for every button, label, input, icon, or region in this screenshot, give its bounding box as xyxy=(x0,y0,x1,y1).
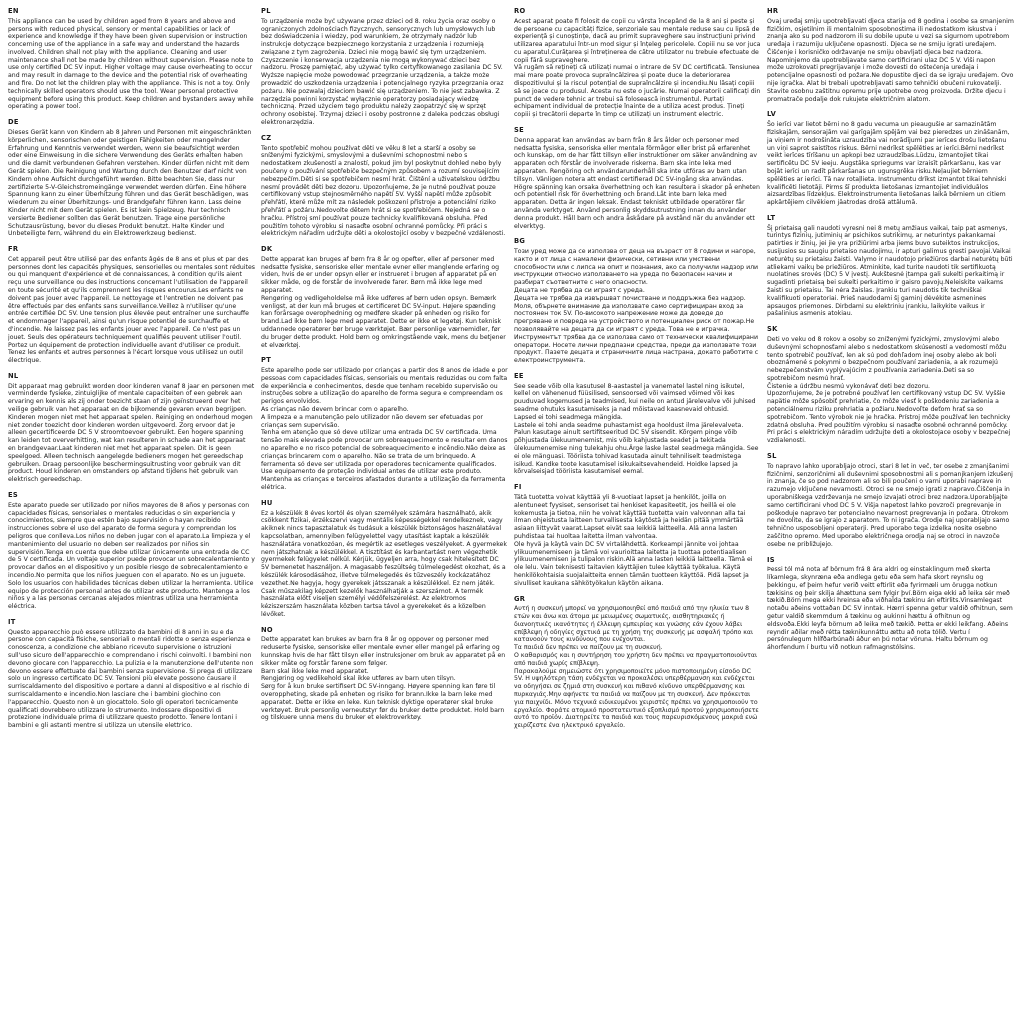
language-code: DE xyxy=(8,118,19,127)
safety-text: Ovaj uređaj smiju upotrebljavati djeca starija od 8 godina i osobe sa smanjenim fizičkim, osjetilnim ili mentalnim sposobnostima ili nedostatkom iskustva i znanja ako su pod nadzorom ili su dobile upute u vezi sa sigurnom upotrebom uređaja i razumiju uključene opasnosti. Djeca se ne smiju igrati uređajem. Čišćenje i korisničko održavanje ne smiju obavljati djeca bez nadzora. Napominjemo da upotrebljavate samo certificirani ulaz DC 5 V. Viši napon može uzrokovati pregrijavanje i može dovesti do oštećenja uređaja i potencijalne opasnosti od požara.Ne dopustite djeci da se igraju uređajem. Ovo nije igračka. Alat bi trebali upotrebljavati samo tehnički obučeni rukovatelji. Stavite osobnu zaštitnu opremu prije upotrebe ovog proizvoda. Držite djecu i promatrače podalje dok rukujete električnim alatom. xyxy=(767,17,1014,103)
column-2 xyxy=(261,8,508,1016)
safety-text: Dit apparaat mag gebruikt worden door kinderen vanaf 8 jaar en personen met verminderde fysieke, zintuiglijke of mentale capaciteiten of een gebrek aan ervaring en kennis als zij onder toezicht staan of zijn geïnstrueerd over het veilige gebruik van het apparaat en de bijkomende gevaren ervan begrijpen. Kinderen mogen niet met het apparaat spelen. Reiniging en onderhoud mogen niet zonder toezicht door kinderen worden uitgevoerd. Zorg ervoor dat je alleen gecertificeerde DC 5 V stroomtoevoer gebruikt. Een hogere spanning kan leiden tot oververhitting, wat kan resulteren in schade aan het apparaat en brandgevaar.Laat kinderen niet met het apparaat spelen. Dit is geen speelgoed. Alleen technisch aangelegde bedieners mogen het gereedschap gebruiken. Draag persoonlijke beschermingsuitrusting voor gebruik van dit product. Houd kinderen en omstanders op afstand tijdens het gebruik van elektrisch gereedschap. xyxy=(8,382,255,484)
section-ee xyxy=(514,373,761,476)
language-code: SL xyxy=(767,452,777,461)
safety-text: Este aparelho pode ser utilizado por crianças a partir dos 8 anos de idade e por pessoas com capacidades físicas, sensoriais ou mentais reduzidas ou com falta de experiência e conhecimentos, desde que tenham recebido supervisão ou instruções sobre a utilização do aparelho de forma segura e compreendam os perigos envolvidos. As crianças não devem brincar com o aparelho. A limpeza e a manutenção pelo utilizador não devem ser efetuadas por crianças sem supervisão. Tenha em atenção que só deve utilizar uma entrada DC 5V certificada. Uma tensão mais elevada pode provocar um sobreaquecimento e resultar em danos no aparelho e no risco potencial de sobreaquecimento e incêndio.Não deixe as crianças brincarem com o aparelho. Não se trata de um brinquedo. A ferramenta só deve ser utilizada por operadores tecnicamente qualificados. Use equipamento de proteção individual antes de utilizar este produto. Mantenha as crianças e terceiros afastados durante a utilização da ferramenta elétrica. xyxy=(261,367,508,492)
safety-text: Tätä tuotetta voivat käyttää yli 8-vuotiaat lapset ja henkilöt, joilla on alentuneet fyysiset, sensoriset tai henkiset kapasiteetit, jos heillä ei ole kokemusta ja tietoa, niin he voivat käyttää tuotetta vain valvonnan alla tai ilman ohjeistusta laitteen turvallisesta käytöstä ja heidän pitää ymmärtää asiaan liittyvät vaarat.Lapset eivät saa leikkiä laitteella. Alä anna lasten puhdistaa tai huoltaa laitetta ilman valvontaa. Ole hyvä ja käytä vain DC 5V virtalähdettä. Korkeampi jännite voi johtaa ylikuumenemiseen ja tämä voi vaurioittaa laitetta ja tuottaa potentiaalisen ylikuumenemisen ja tulipalon riskin.Alä anna lasten leikkiä laitteella. Tämä ei ole lelu. Vain teknisesti taitavien käyttäjien tulee käyttää työkalua. Käytä henkilökohtaisia suojalaitteita ennen tämän tuotteen käyttöä. Pidä lapset ja sivulliset kaukana sähkötyökalun käytön aikana. xyxy=(514,493,753,587)
safety-text: Denna apparat kan användas av barn från 8 års ålder och personer med nedsatta fysiska, sensoriska eller mentala förmågor eller brist på erfarenhet och kunskap, om de har fått tillsyn eller instruktioner om säker användning av apparaten och förstår de involverade riskerna. Barn ska inte leka med apparaten. Rengöring och användarunderhåll ska inte utföras av barn utan tillsyn. Vänligen notera att endast certifierad DC 5V-ingång ska användas. Högre spänning kan orsaka överhettning och kan resultera i skador på enheten och potentiell risk för överhettning och brand.Låt inte barn leka med apparaten. Detta är ingen leksak. Endast tekniskt utbildade operatörer får använda verktyget. Använd personlig skyddsutrustning innan du använder denna produkt. Håll barn och andra åskådare på avstånd när du använder ett elverktyg. xyxy=(514,136,760,230)
section-pt xyxy=(261,357,508,491)
safety-text: Acest aparat poate fi folosit de copii cu vârsta începând de la 8 ani și peste și de persoane cu capacități fizice, senzoriale sau mentale reduse sau cu lipsă de experiență și cunoștințe, dacă au primit supraveghere sau instrucțiuni privind utilizarea aparatului într-un mod sigur și înțeleg pericolele. Copiii nu se vor juca cu aparatul.Curățarea și întreținerea de către utilizator nu trebuie efectuate de copii fără supraveghere. Vă rugăm să rețineți că utilizați numai o intrare de 5V DC certificată. Tensiunea mai mare poate provoca supraîncălzirea și poate duce la deteriorarea dispozitivului și la riscul potențial de supraîncălzire și incendiu.Nu lăsați copiii să se joace cu produsul. Acesta nu este o jucărie. Numai operatorii calificați din punct de vedere tehnic ar trebui să folosească instrumentul. Purtați echipament individual de protecție înainte de a utiliza acest produs. Țineți copiii și trecătorii departe în timp ce utilizați un instrument electric. xyxy=(514,17,761,119)
language-code: GR xyxy=(514,594,526,603)
safety-text: Cet appareil peut être utilisé par des enfants âgés de 8 ans et plus et par des personnes dont les capacités physiques, sensorielles ou mentales sont réduites ou qui manquent d'expérience et de connaissances, à condition qu'ils aient reçu une surveillance ou des instructions concernant l'utilisation de l'appareil en toute sécurité et qu'ils comprennent les risques encourus.Les enfants ne doivent pas jouer avec l'appareil. Le nettoyage et l'entretien ne doivent pas être effectués par des enfants sans surveillance.Veillez à n'utiliser qu'une entrée certifiée DC 5V. Une tension plus élevée peut entraîner une surchauffe et endommager l'appareil, ainsi qu'un risque potentiel de surchauffe et d'incendie. Ne laissez pas les enfants jouer avec l'appareil. Ce n'est pas un jouet. Seuls des opérateurs techniquement qualifiés peuvent utiliser l'outil. Portez un équipement de protection individuelle avant d'utiliser ce produit. Tenez les enfants et autres personnes à l'écart lorsque vous utilisez un outil électrique. xyxy=(8,255,255,365)
section-fi xyxy=(514,484,761,587)
section-lt xyxy=(767,215,1014,318)
safety-text: This appliance can be used by children aged from 8 years and above and persons with reduced physical, sensory or mental capabilities or lack of experience and knowledge if they have been given supervision or instruction concerning use of the appliance in a safe way and understand the hazards involved. Children shall not play with the appliance. Cleaning and user maintenance shall not be made by children without supervision. Please note to use only certified DC 5V input. Higher voltage may cause overheating to occur and may result in damage to the device and the potential risk of overheating and fire. Do not let the children play with the appliance. This is not a toy. Only technically skilled operators should use the tool. Wear personal protective equipment before using this product. Keep children and bystanders away while operating a power tool. xyxy=(8,17,254,111)
language-code: LV xyxy=(767,110,777,119)
section-sl xyxy=(767,453,1014,548)
safety-text: Questo apparecchio può essere utilizzato da bambini di 8 anni in su e da persone con capacità fisiche, sensoriali o mentali ridotte o senza esperienza e conoscenza, a condizione che abbiano ricevuto supervisione o istruzioni sull'uso sicuro dell'apparecchio e comprendano i rischi coinvolti. I bambini non devono giocare con l'apparecchio. La pulizia e la manutenzione dell'utente non devono essere effettuate dai bambini senza supervisione. Si prega di utilizzare solo un ingresso certificato DC 5V. Tensioni più elevate possono causare il surriscaldamento del dispositivo e portare a danni al dispositivo e al rischio di surriscaldamento e incendio.Non lasciare che i bambini giochino con l'apparecchio. Questo non è un giocattolo. Solo gli operatori tecnicamente qualificati dovrebbero utilizzare lo strumento. Indossare dispositivi di protezione individuale prima di utilizzare questo prodotto. Tenere lontani i bambini e gli astanti mentre si utilizza un utensile elettrico. xyxy=(8,628,254,730)
section-ro xyxy=(514,8,761,119)
section-lv xyxy=(767,111,1014,206)
safety-text: Αυτή η συσκευή μπορεί να χρησιμοποιηθεί από παιδιά από την ηλικία των 8 ετών και άνω και άτομα με μειωμένες σωματικές, αισθητηριακές ή διανοητικές ικανότητες ή έλλειψη εμπειρίας και γνώσης εάν έχουν λάβει επίβλεψη ή οδηγίες σχετικά με τη χρήση της συσκευής με ασφαλή τρόπο και κατανοούν τους κινδύνους που ενέχονται. Τα παιδιά δεν πρέπει να παίζουν με τη συσκευή. Ο καθαρισμός και η συντήρηση του χρήστη δεν πρέπει να πραγματοποιούνται από παιδιά χωρίς επίβλεψη. Παρακαλούμε σημειώστε ότι χρησιμοποιείτε μόνο πιστοποιημένη είσοδο DC 5V. Η υψηλότερη τάση ενδέχεται να προκαλέσει υπερθέρμανση και ενδέχεται να οδηγήσει σε ζημιά στη συσκευή και πιθανό κίνδυνο υπερθέρμανσης και πυρκαγιάς.Μην αφήνετε τα παιδιά να παίζουν με τη συσκευή. Δεν πρόκειται για παιχνίδι. Μόνο τεχνικά ειδικευμένοι χειριστές πρέπει να χρησιμοποιούν το εργαλείο. Φοράτε ατομικό προστατευτικό εξοπλισμό προτού χρησιμοποιήσετε αυτό το προϊόν. Διατηρείτε τα παιδιά και τους παρευρισκόμενους μακριά ενώ χειρίζεστε ένα ηλεκτρικό εργαλείο. xyxy=(514,605,759,730)
section-dk xyxy=(261,246,508,349)
section-sk xyxy=(767,326,1014,445)
section-pl xyxy=(261,8,508,127)
language-code: PT xyxy=(261,356,272,365)
language-code: DK xyxy=(261,245,273,254)
safety-text: Tento spotřebič mohou používat děti ve věku 8 let a starší a osoby se sníženými fyzickými, smyslovými a duševními schopnostmi nebo s nedostatkem zkušeností a znalostí, pokud jim byl poskytnut dohled nebo byly poučeny o používání spotřebiče bezpečným způsobem a rozumí souvisejícím nebezpečím.Děti si se spotřebičem nesmí hrát. Čištění a uživatelskou údržbu nesmí provádět děti bez dozoru. Upozorňujeme, že je nutné používat pouze certifikovaný vstup stejnosměrného napětí 5V. Vyšší napětí může způsobit přehřátí, které může mít za následek poškození přístroje a potenciální riziko přehřátí a požáru.Nedovolte dětem hrát si se spotřebičem. Nejedná se o hračku. Přístroj smí používat pouze technicky kvalifikovaná obsluha. Před použitím tohoto výrobku si nasaďte osobní ochranné pomůcky. Při práci s elektrickým nářadím udržujte děti a okolostojící osoby v bezpečné vzdálenosti. xyxy=(261,144,506,238)
column-1 xyxy=(8,8,255,1016)
section-cz xyxy=(261,135,508,238)
section-se xyxy=(514,127,761,230)
section-it xyxy=(8,619,255,730)
safety-text: To napravo lahko uporabljajo otroci, stari 8 let in več, ter osebe z zmanjšanimi fizičnimi, senzoričnimi ali duševnimi sposobnostmi ali s pomanjkanjem izkušenj in znanja, če so pod nadzorom ali so bili poučeni o varni uporabi naprave in razumejo vključene nevarnosti. Otroci se ne smejo igrati z napravo.Čiščenja in uporabniškega vzdrževanja ne smejo izvajati otroci brez nadzora.Uporabljajte samo certificirani vhod DC 5 V. Višja napetost lahko povzroči pregrevanje in poškoduje napravo ter potencialno nevarnost pregrevanja in požara. Otrokom ne dovolite, da se igrajo z aparatom. To ni igrača. Orodje naj uporabljajo samo tehnično usposobljeni operaterji. Pred uporabo tega izdelka nosite osebno zaščitno opremo. Med uporabo električnega orodja naj se otroci in navzoče osebe ne približujejo. xyxy=(767,462,1013,548)
section-hr xyxy=(767,8,1014,103)
section-en xyxy=(8,8,255,111)
section-nl xyxy=(8,373,255,484)
language-code: ES xyxy=(8,491,18,500)
language-code: SK xyxy=(767,325,778,334)
language-code: NO xyxy=(261,625,273,634)
language-code: PL xyxy=(261,8,271,15)
section-no xyxy=(261,627,508,722)
safety-text: Dieses Gerät kann von Kindern ab 8 Jahren und Personen mit eingeschränkten körperlichen, sensorischen oder geistigen Fähigkeiten oder mangelnder Erfahrung und Kenntnis verwendet werden, wenn sie beaufsichtigt werden oder eine Einweisung in die sichere Verwendung des Geräts erhalten haben und die damit verbundenen Gefahren verstehen. Kinder dürfen nicht mit dem Gerät spielen. Die Reinigung und Wartung durch den Benutzer darf nicht von Kindern ohne Aufsicht durchgeführt werden. Bitte beachten Sie, dass nur zertifizierte 5-V-Gleichstromeingänge verwendet werden dürfen. Eine höhere Spannung kann zu einer Überhitzung führen und das Gerät beschädigen, was wiederum zu einer Überhitzungs- und Brandgefahr führen kann. Lass deine Kinder nicht mit dem Gerät spielen. Es ist kein Spielzeug. Nur technisch versierte Bediener sollten das Gerät benutzen. Trage eine persönliche Schutzausrüstung, bevor du dieses Produkt benutzt. Halte Kinder und Unbeteiligte fern, während du ein Elektrowerkzeug bedienst. xyxy=(8,128,252,238)
language-code: SE xyxy=(514,126,524,135)
language-code: RO xyxy=(514,8,526,15)
language-code: IT xyxy=(8,617,16,626)
language-code: LT xyxy=(767,213,776,222)
section-hu xyxy=(261,500,508,619)
safety-text: Dette apparatet kan brukes av barn fra 8 år og oppover og personer med reduserte fysiske, sensoriske eller mentale evner eller mangel på erfaring og kunnskap hvis de har fått tilsyn eller instruksjoner om bruk av apparatet på en sikker måte og forstår farene som følger. Barn skal ikke leke med apparatet. Rengjøring og vedlikehold skal ikke utføres av barn uten tilsyn. Sørg for å kun bruke sertifisert DC 5V-inngang. Høyere spenning kan føre til overoppheting, skade på enheten og risiko for brann.Ikke la barn leke med apparatet. Dette er ikke en leke. Kun teknisk dyktige operatører skal bruke verktøyet. Bruk personlig verneutstyr før du bruker dette produktet. Hold barn og tilskuere unna mens du bruker et elektroverktøy. xyxy=(261,636,506,722)
column-4 xyxy=(767,8,1014,1016)
safety-text: Šį prietaisą gali naudoti vyresni nei 8 metų amžiaus vaikai, taip pat asmenys, turintys fizinių, jutiminių ar psichikos sutrikimų, ar neturintys pakankamai patirties ir žinių, jei jie yra prižiūrimi arba jiems buvo suteiktos instrukcijos, susijusios su saugiu prietaiso naudojimu, ir apturi galimus gresti pavojai.Vaikai neturėtų su prietaisu žaisti. Valymo ir naudotojo priežiūros darbai neturėtų būti atliekami vaikų be priežiūros. Atminkite, kad turite naudoti tik sertifikuotą nuolatines srovės (DC) 5 V įvestį. Aukštesnė įtampa gali sukelti perkaitimą ir sugadinti prietaisą bei sukelti perkaitimo ir gaisro pavojų.Neleiskite vaikams žaisti su prietaisu. Tai nėra žaislas. Įrankiu turi naudotis tik techniškai kvalifikuoti operatoriai. Prieš naudodami šį gaminį dėvėkite asmenines apsaugos priemones. Dirbdami su elektriniu įrankiu, laikykite vaikus ir pašalinius asmenis atokiau. xyxy=(767,224,1013,318)
language-code: HU xyxy=(261,498,273,507)
safety-text: Šo ierīci var lietot bērni no 8 gadu vecuma un pieaugušie ar samazinātām fiziskajām, sensorajām vai garīgajām spējām vai bez pieredzes un zināšanām, ja viņiem ir nodrošināta uzraudzība vai norādījumi par ierīces drošu lietošanu un viņi saprot saistītos riskus. Bērni nedrīkst spēlēties ar ierīci.Bērni nedrīkst veikt ierīces tīrīšanu un apkopi bez uzraudzības.Lūdzu, izmantojiet tikai sertificētu DC 5V ieeju. Augstāka spriegums var izraisīt pārkaršanu, kas var bojāt ierīci un radīt pārkaršanas un ugunsgrēka risku.Neļaujiet bērniem spēlēties ar ierīci. Tā nav rotaļlieta. Instrumentu drīkst izmantot tikai tehniski kvalificēti lietotāji. Pirms šī produkta lietošanas izmantojiet individuālos aizsardzības līdzekļus. Elektroinstrumenta lietošanas laikā bērniem un citiem apkārtējiem cilvēkiem jāatrodas drošā attālumā. xyxy=(767,121,1010,207)
safety-text: Този уред може да се използва от деца на възраст от 8 години и нагоре, както и от лица с намалени физически, сетивни или умствени способности или с липса на опит и познания, ако са получили надзор или инструкции относно използването на уреда по безопасен начин и разбират съответните с него опасности. Децата не трябва да си играят с уреда. Децата не трябва да извършват почистване и поддръжка без надзор. Моля, обърнете внимание да използвате само сертифициран вход за постоянен ток 5V. По-високото напрежение може да доведе до прегряване и повреда на устройството и потенциален риск от пожар.Не позволявайте на децата да си играят с уреда. Това не е играчка. Инструментът трябва да се използва само от технически квалифицирани оператори. Носете лични предпазни средства, преди да използвате този продукт. Пазете децата и страничните лица настрана, докато работите с електроинструмента. xyxy=(514,248,759,365)
safety-text: See seade võib olla kasutusel 8-aastastel ja vanematel lastel ning isikutel, kellel on vähenenud füüsilised, sensoorsed või vaimsed võimed või kes puuduvad kogemused ja teadmised, kui neile on antud järelevalve või juhised seadme ohutuks kasutamiseks ja nad mõistavad kaasnevaid ohtusid. Lapsed ei tohi seadmega mängida. Lastele ei tohi anda seadme puhastamist ega hooldust ilma järelevalveta. Palun kasutage ainult sertifitseeritud DC 5V sisendit. Kõrgem pinge võib põhjustada ülekuumenemist, mis võib kahjustada seadet ja tekitada ülekuumenemise ning tulekahju ohu.Ärge laske lastel seadmega mängida. See ei ole mänguasi. Tööriista tohivad kasutada ainult tehniliselt teadmistega isikud. Kandke toote kasutamisel isikukaitsevahendeid. Hoidke lapsed ja kõrvalseisjad tööriista kasutamisel eemal. xyxy=(514,382,759,476)
safety-text: Dette apparat kan bruges af børn fra 8 år og opefter, eller af personer med nedsatte fysiske, sensoriske eller mentale evner eller manglende erfaring og viden, hvis de er under opsyn eller er instrueret i brugen af apparatet på en sikker måde, og de forstår de involverede farer. Børn må ikke lege med apparatet. Rengøring og vedligeholdelse må ikke udføres af børn uden opsyn. Bemærk venligst, at der kun må bruges et certificeret DC 5V-input. Højere spænding kan forårsage overophedning og medføre skader på enheden og risiko for brand.Lad ikke børn lege med apparatet. Dette er ikke et legetøj. Kun teknisk uddannede operatører bør bruge værktøjet. Bær personlige værnemidler, før du bruger dette produkt. Hold børn og omkringstående væk, mens du betjener et elværktøj. xyxy=(261,255,506,349)
safety-text: Este aparato puede ser utilizado por niños mayores de 8 años y personas con capacidades físicas, sensoriales o mentales reducidas o sin experiencia y conocimientos, siempre que estén bajo supervisión o hayan recibido instrucciones sobre el uso del aparato de forma segura y comprendan los peligros que conlleva.Los niños no deben jugar con el aparato.La limpieza y el mantenimiento del usuario no deben ser realizados por niños sin supervisión.Tenga en cuenta que debe utilizar únicamente una entrada de CC de 5 V certificada. Un voltaje superior puede provocar un sobrecalentamiento y provocar daños en el dispositivo y un posible riesgo de sobrecalentamiento e incendio.No permita que los niños jueguen con el aparato. No es un juguete. Solo los usuarios con habilidades técnicas deben utilizar la herramienta. Utilice equipo de protección personal antes de utilizar este producto. Mantenga a los niños y a las personas cercanas alejados mientras utiliza una herramienta eléctrica. xyxy=(8,501,255,611)
section-es xyxy=(8,492,255,611)
section-bg xyxy=(514,238,761,365)
language-code: EN xyxy=(8,8,19,15)
safety-text: To urządzenie może być używane przez dzieci od 8. roku życia oraz osoby o ograniczonych zdolnościach fizycznych, sensorycznych lub umysłowych lub bez doświadczenia i wiedzy, pod warunkiem, że otrzymały nadzór lub instrukcje dotyczące bezpiecznego korzystania z urządzenia i rozumieją związane z tym zagrożenia. Dzieci nie mogą bawić się tym urządzeniem. Czyszczenie i konserwacja urządzenia nie mogą wykonywać dzieci bez nadzoru. Proszę pamiętać, aby używać tylko certyfikowanego zasilania DC 5V. Wyższe napięcie może powodować przegrzanie urządzenia, a także może prowadzić do uszkodzenia urządzenia i potencjalnego ryzyka przegrzania oraz pożaru. Nie pozwalaj dzieciom bawić się urządzeniem. To nie jest zabawka. Z narzędzia powinni korzystać wyłącznie operatorzy posiadający wiedzę techniczną. Przed użyciem tego produktu należy zaopatrzyć się w sprzęt ochrony osobistej. Trzymaj dzieci i osoby postronne z daleka podczas obsługi elektronarzędzia. xyxy=(261,17,504,127)
multilingual-safety-sheet xyxy=(8,8,1016,1016)
safety-text: Þessi tól má nota af börnum frá 8 ára aldri og einstaklingum með skerta líkamlega, skynræna eða andlega getu eða sem hafa skort reynslu og þekkingu, ef þeim hefur verið veitt eftirlit eða fyrirmæli um örugga notkun tækisins og þeir skilja áhættuna sem fylgir því.Börn eiga ekki að leika sér með tækið.Börn mega ekki hreinsa eða viðhalda tækinu án eftirlits.Vinsamlegast notaðu aðeins vottaðan DC 5V inntak. Hærri spenna getur valdið ofhitnun, sem getur valdið skemmdum á tækinu og aukinni hættu á ofhitnun og eldsvoða.Ekki leyfa börnum að leika með tækið. Þetta er ekki leikfang. Aðeins reyndir aðilar með rétta tæknikunnáttu ættu að nota tólið. Vertu í persónulegum hlífðarbúnaði áður en þú notar vöruna. Haltu börnum og áhorfendum í burtu við notkun rafmagnstólsins. xyxy=(767,566,1013,652)
language-code: NL xyxy=(8,371,19,380)
language-code: CZ xyxy=(261,133,272,142)
section-fr xyxy=(8,246,255,365)
section-gr xyxy=(514,596,761,730)
language-code: HR xyxy=(767,8,779,15)
section-is xyxy=(767,557,1014,652)
column-3 xyxy=(514,8,761,1016)
safety-text: Deti vo veku od 8 rokov a osoby so zníženými fyzickými, zmyslovými alebo duševnými schopnosťami alebo s nedostatkom skúseností a vedomostí môžu tento spotrebič používať, len ak sú pod dohľadom inej osoby alebo ak boli oboznámené s pokynmi o bezpečnom používaní zariadenia, a ak rozumejú nebezpečenstvám vyplývajúcim z používania zariadenia.Deti sa so spotrebičom nesmú hrať. Čistenie a údržbu nesmú vykonávať deti bez dozoru. Upozorňujeme, že je potrebné používať len certifikovaný vstup DC 5V. Vyššie napätie môže spôsobiť prehriatie, čo môže viesť k poškodeniu zariadenia a potenciálnemu riziku prehriatia a požiaru.Nedovoľte deťom hrať sa so spotrebičom. Tento výrobok nie je hračka. Prístroj môže používať len technicky zdatná obsluha. Pred použitím výrobku si nasaďte osobné ochranné pomôcky. Pri práci s elektrickým náradím udržujte deti a okolostojace osoby v bezpečnej vzdialenosti. xyxy=(767,335,1011,445)
section-de xyxy=(8,119,255,238)
language-code: FI xyxy=(514,483,522,492)
language-code: EE xyxy=(514,371,524,380)
language-code: FR xyxy=(8,245,19,254)
language-code: IS xyxy=(767,555,775,564)
language-code: BG xyxy=(514,237,526,246)
safety-text: Ez a készülék 8 éves kortól és olyan személyek számára használható, akik csökkent fizikai, érzékszervi vagy mentális képességekkel rendelkeznek, vagy akiknek nincs tapasztalatuk és tudásuk a készülék biztonságos használatával kapcsolatban, amennyiben felügyelettel vagy utasítást kaptak a készülék használatára vonatkozóan, és megértik az esetleges veszélyeket. A gyermekek nem játszhatnak a készülékkel. A tisztítást és karbantartást nem végezhetik gyermekek felügyelet nélkül. Kérjük, ügyeljen arra, hogy csak hitelesített DC 5V bemenetet használjon. A magasabb feszültség túlmelegedést okozhat, és a készülék károsodásához, illetve túlmelegedés és tűzveszély kockázatához vezethet.Ne hagyja, hogy gyerekek játsszanak a készülékkel. Ez nem játék. Csak műszakilag képzett kezelők használhatják a szerszámot. A termék használata előtt viseljen személyi védőfelszerelést. Az elektromos kéziszerszám használata közben tartsa távol a gyerekeket és a közelben lévőket. xyxy=(261,509,507,618)
